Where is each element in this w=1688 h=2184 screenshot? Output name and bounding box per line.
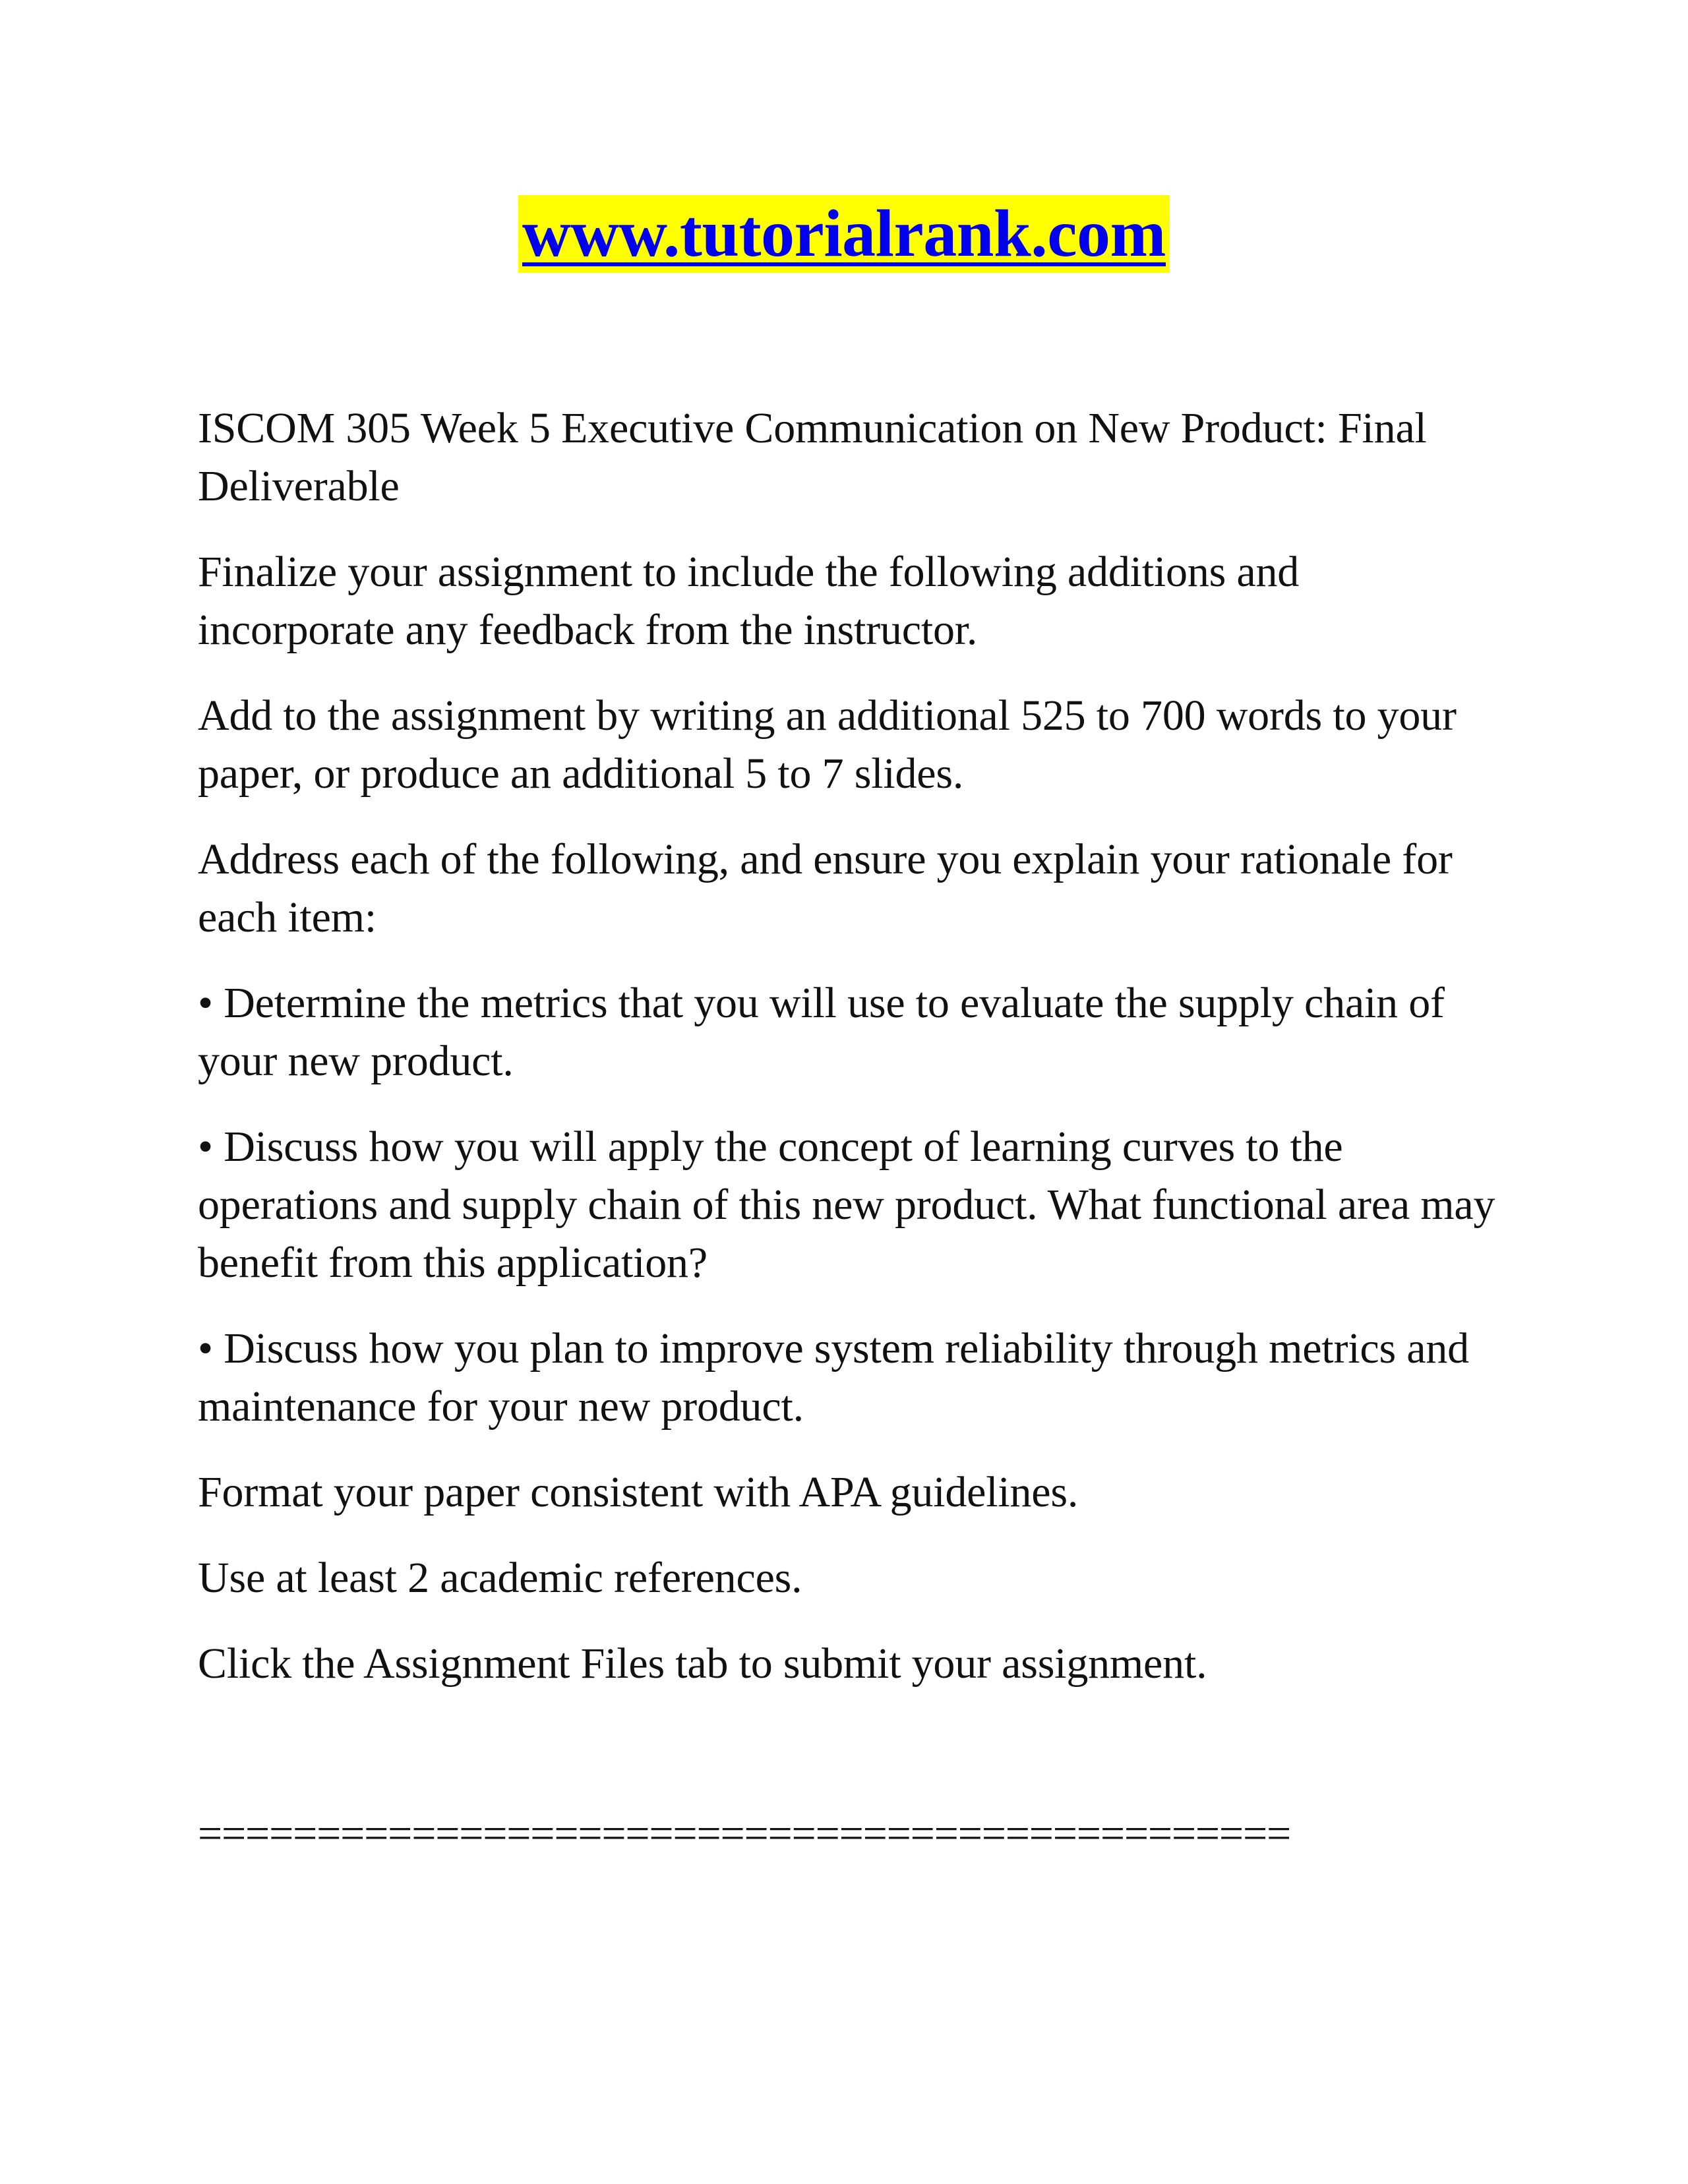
bullet-metrics: • Determine the metrics that you will use to evaluate the supply chain of your new product. [198,979,1445,1085]
document-body [198,399,1497,1863]
assignment-title: ISCOM 305 Week 5 Executive Communication on New Product: Final Deliverable [198,404,1427,510]
paragraph-apa: Format your paper consistent with APA guidelines. [198,1468,1079,1516]
bullet-reliability: • Discuss how you plan to improve system reliability through metrics and maintenance for your new product. [198,1324,1469,1431]
paragraph-finalize: Finalize your assignment to include the following additions and incorporate any feedback from the instructor. [198,548,1300,654]
divider-line: ============================================== [198,1810,1290,1858]
site-link[interactable]: www.tutorialrank.com [518,195,1170,273]
paragraph-address: Address each of the following, and ensure you explain your rationale for each item: [198,835,1453,941]
bullet-learning-curves: • Discuss how you will apply the concept of learning curves to the operations and supply chain of this new product. What functional area may benefit from this application? [198,1123,1495,1287]
paragraph-submit: Click the Assignment Files tab to submit your assignment. [198,1639,1207,1688]
header [0,195,1688,273]
paragraph-references: Use at least 2 academic references. [198,1554,802,1602]
paragraph-word-count: Add to the assignment by writing an additional 525 to 700 words to your paper, or produce an additional 5 to 7 slides. [198,692,1457,798]
